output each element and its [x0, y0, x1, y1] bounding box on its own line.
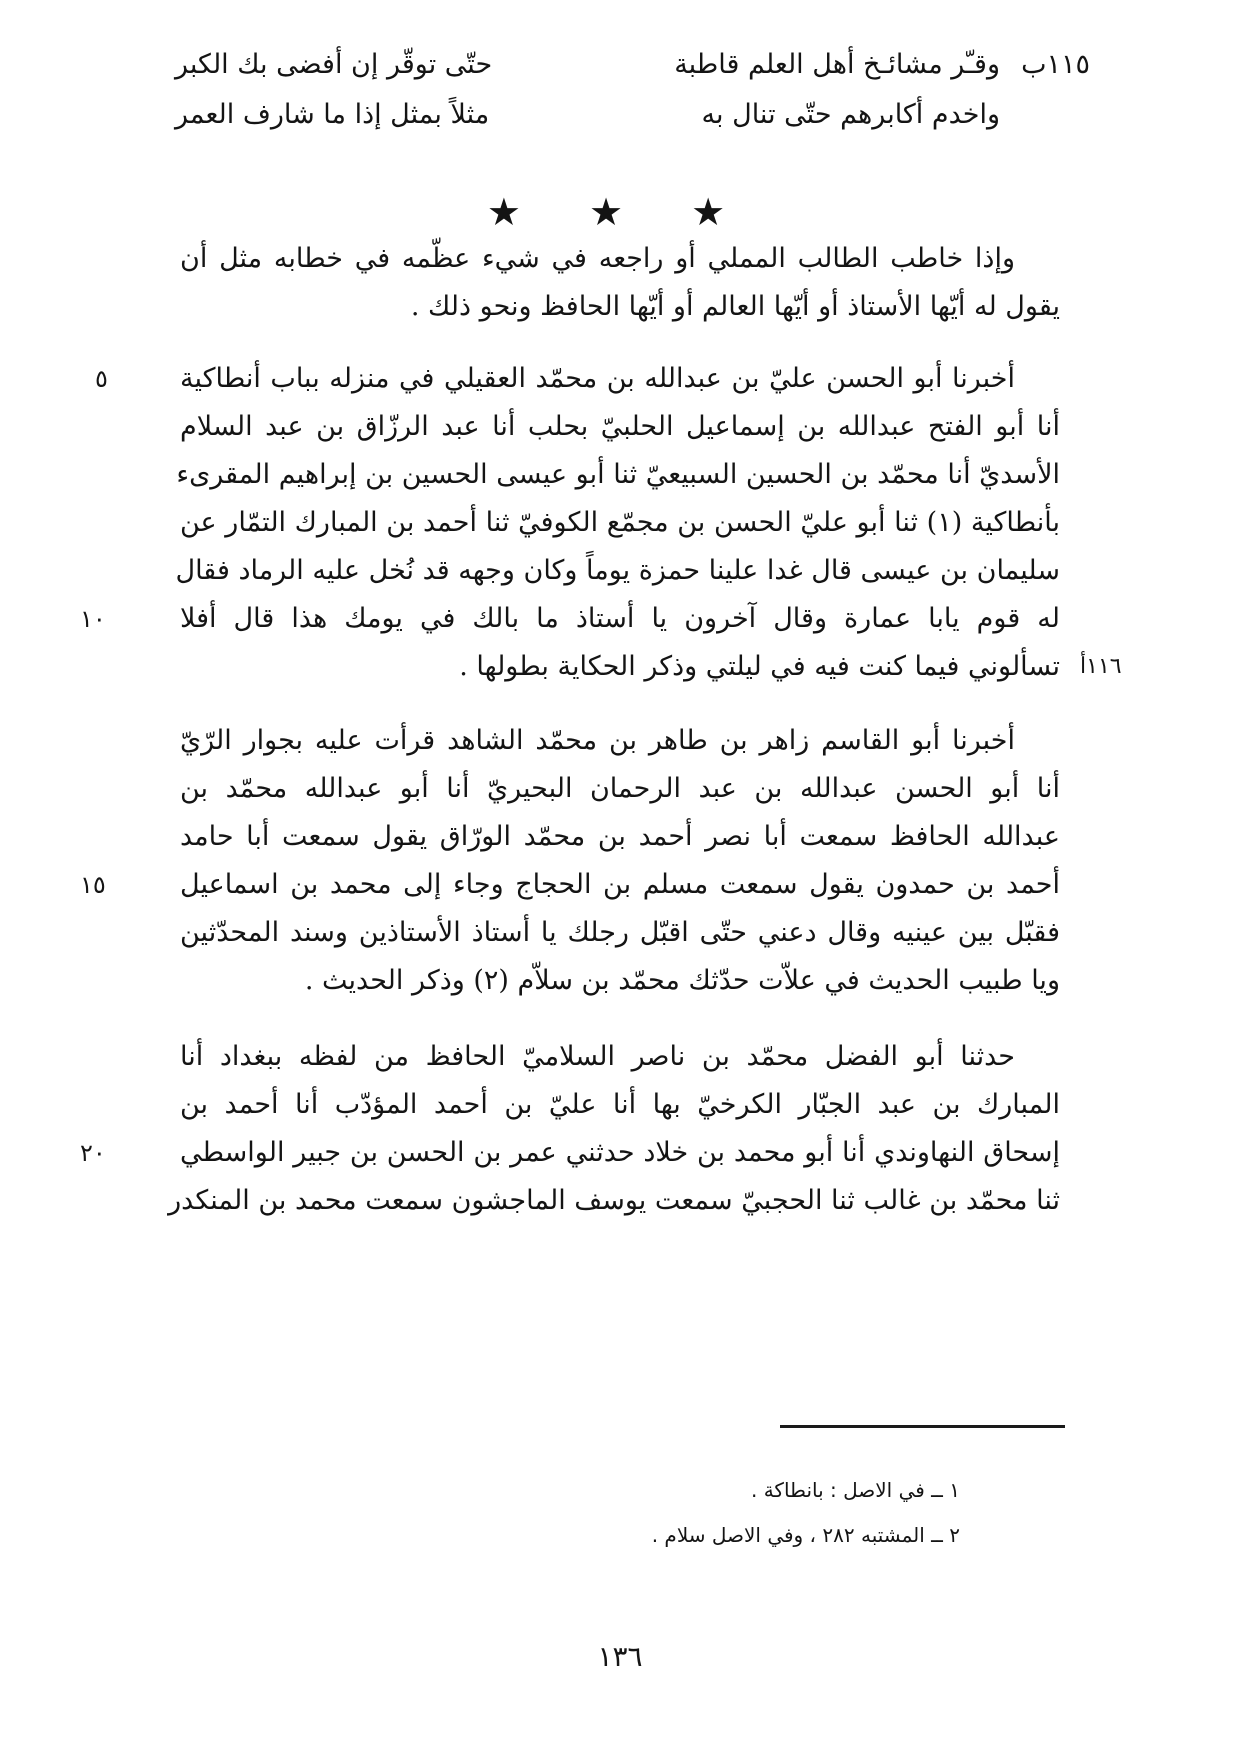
paragraph-line: المبارك بن عبد الجبّار الكرخيّ بها أنا عليّ بن أحمد المؤدّب أنا أحمد بن: [180, 1089, 1060, 1120]
poem-verse1-right: وقـّر مشائـخ أهل العلم قاطبة: [674, 49, 1000, 80]
folio-marker: ١١٦أ: [1080, 654, 1122, 679]
footnote: ١ ــ في الاصل : بانطاكة .: [750, 1478, 960, 1502]
paragraph-line: سليمان بن عيسى قال غدا علينا حمزة يوماً وكان وجهه قد نُخل عليه الرماد فقال: [175, 555, 1060, 586]
margin-line-number: ٢٠: [80, 1139, 106, 1167]
paragraph-line: ثنا محمّد بن غالب ثنا الحجبيّ سمعت يوسف الماجشون سمعت محمد بن المنكدر: [168, 1185, 1060, 1216]
paragraph-line: أخبرنا أبو الحسن عليّ بن عبدالله بن محمّد العقيلي في منزله بباب أنطاكية: [180, 363, 1015, 394]
page-number: ١٣٦: [597, 1640, 643, 1673]
paragraph-line: أخبرنا أبو القاسم زاهر بن طاهر بن محمّد الشاهد قرأت عليه بجوار الرّيّ: [180, 725, 1015, 756]
paragraph-line: عبدالله الحافظ سمعت أبا نصر أحمد بن محمّد الورّاق يقول سمعت أبا حامد: [180, 821, 1060, 852]
paragraph-line: بأنطاكية (١) ثنا أبو عليّ الحسن بن مجمّع الكوفيّ ثنا أحمد بن المبارك التمّار عن: [180, 507, 1060, 538]
paragraph-line: إسحاق النهاوندي أنا أبو محمد بن خلاد حدثني عمر بن الحسن بن جبير الواسطي: [180, 1137, 1060, 1168]
poem-verse1-left: حتّى توقّر إن أفضى بك الكبر: [175, 49, 493, 80]
paragraph-line: الأسديّ أنا محمّد بن الحسين السبيعيّ ثنا أبو عيسى الحسين بن إبراهيم المقرىء: [176, 459, 1060, 490]
margin-line-number: ١٠: [80, 605, 106, 633]
poem-verse2-right: واخدم أكابرهم حتّى تنال به: [701, 99, 1000, 130]
poem-verse2-left: مثلاً بمثل إذا ما شارف العمر: [175, 99, 490, 130]
footnote-divider: [780, 1425, 1065, 1428]
margin-line-number: ٥: [95, 365, 108, 393]
intro-line: يقول له أيّها الأستاذ أو أيّها العالم أو أيّها الحافظ ونحو ذلك .: [410, 291, 1060, 322]
paragraph-line: ويا طبيب الحديث في علاّت حدّثك محمّد بن سلاّم (٢) وذكر الحديث .: [304, 965, 1060, 996]
paragraph-line: تسألوني فيما كنت فيه في ليلتي وذكر الحكاية بطولها .: [459, 651, 1060, 682]
paragraph-line: أنا أبو الحسن عبدالله بن عبد الرحمان البحيريّ أنا أبو عبدالله محمّد بن: [180, 773, 1060, 804]
paragraph-line: فقبّل بين عينيه وقال دعني حتّى اقبّل رجلك يا أستاذ الأستاذين وسند المحدّثين: [180, 917, 1060, 948]
paragraph-line: له قوم يابا عمارة وقال آخرون يا أستاذ ما بالك في يومك هذا قال أفلا: [180, 603, 1060, 634]
paragraph-line: أنا أبو الفتح عبدالله بن إسماعيل الحلبيّ بحلب أنا عبد الرزّاق بن عبد السلام: [180, 411, 1060, 442]
intro-line: وإذا خاطب الطالب المملي أو راجعه في شيء عظّمه في خطابه مثل أن: [180, 243, 1015, 274]
paragraph-line: حدثنا أبو الفضل محمّد بن ناصر السلاميّ الحافظ من لفظه ببغداد أنا: [180, 1041, 1015, 1072]
section-separator-stars: ★ ★ ★: [486, 190, 754, 234]
poem-verse-number: ١١٥ب: [1021, 49, 1090, 80]
margin-line-number: ١٥: [80, 871, 106, 899]
paragraph-line: أحمد بن حمدون يقول سمعت مسلم بن الحجاج وجاء إلى محمد بن اسماعيل: [180, 869, 1060, 900]
footnote: ٢ ــ المشتبه ٢٨٢ ، وفي الاصل سلام .: [651, 1523, 960, 1547]
